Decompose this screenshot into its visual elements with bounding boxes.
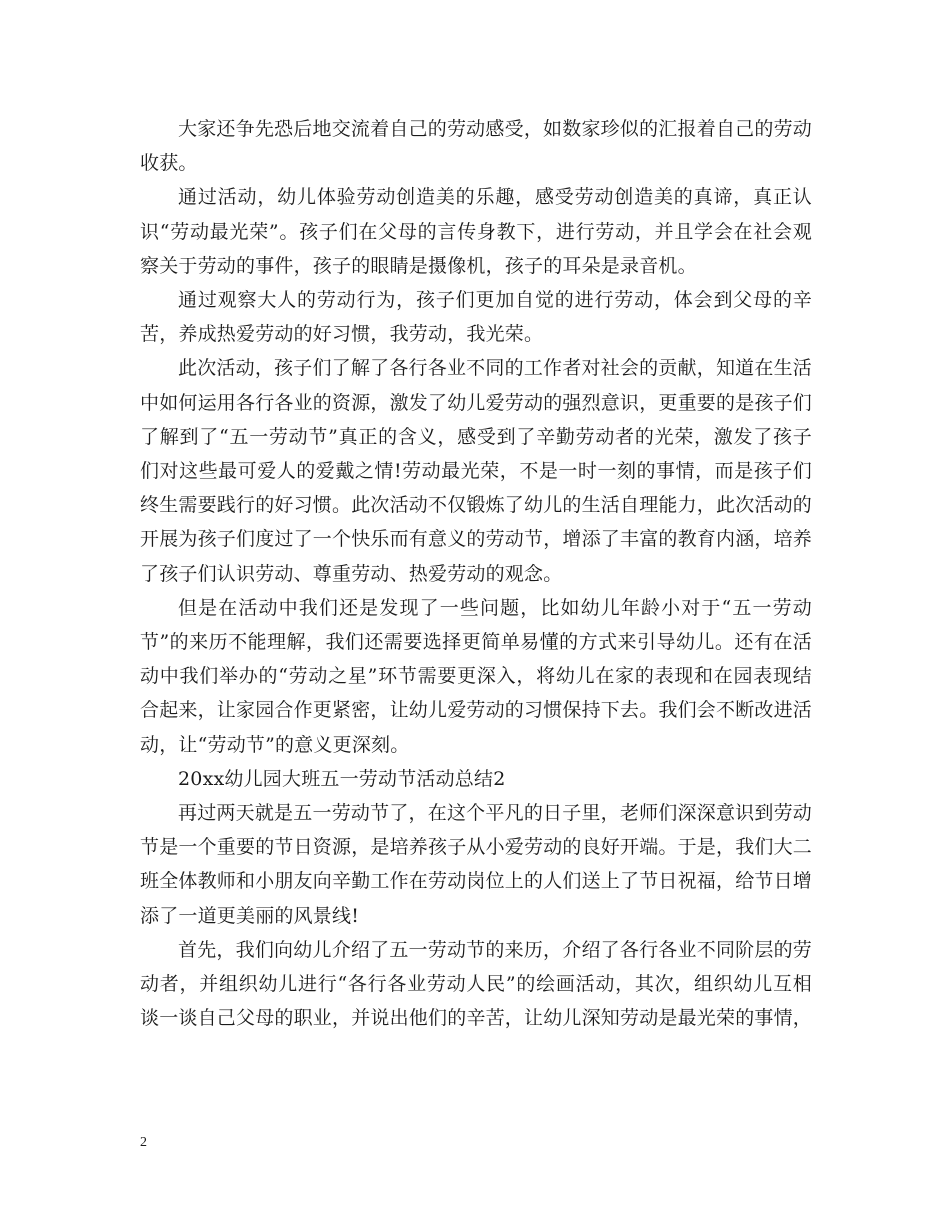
document-body [140, 112, 812, 1035]
paragraph-1: 大家还争先恐后地交流着自己的劳动感受，如数家珍似的汇报着自己的劳动收获。 [140, 118, 812, 175]
paragraph-7: 首先，我们向幼儿介绍了五一劳动节的来历，介绍了各行各业不同阶层的劳动者，并组织幼儿进行“各行各业劳动人民”的绘画活动，其次，组织幼儿互相谈一谈自己父母的职业，并说出他们的辛苦，让幼儿深知劳动是最光荣的事情， [140, 938, 813, 1030]
paragraph-4: 此次活动，孩子们了解了各行各业不同的工作者对社会的贡献，知道在生活中如何运用各行各业的资源，激发了幼儿爱劳动的强烈意识，更重要的是孩子们了解到了“五一劳动节”真正的含义，感受到了辛勤劳动者的光荣，激发了孩子们对这些最可爱人的爱戴之情!劳动最光荣，不是一时一刻的事情，而是孩子们终生需要践行的好习惯。此次活动不仅锻炼了幼儿的生活自理能力，此次活动的开展为孩子们度过了一个快乐而有意义的劳动节，增添了丰富的教育内涵，培养了孩子们认识劳动、尊重劳动、热爱劳动的观念。 [140, 357, 813, 585]
section-heading: 20xx幼儿园大班五一劳动节活动总结2 [178, 767, 506, 790]
paragraph-6: 再过两天就是五一劳动节了，在这个平凡的日子里，老师们深深意识到劳动节是一个重要的节日资源，是培养孩子从小爱劳动的良好开端。于是，我们大二班全体教师和小朋友向辛勤工作在劳动岗位上的人们送上了节日祝福，给节日增添了一道更美丽的风景线! [140, 802, 813, 927]
paragraph-5: 但是在活动中我们还是发现了一些问题，比如幼儿年龄小对于“五一劳动节”的来历不能理解，我们还需要选择更简单易懂的方式来引导幼儿。还有在活动中我们举办的“劳动之星”环节需要更深入，将幼儿在家的表现和在园表现结合起来，让家园合作更紧密，让幼儿爱劳动的习惯保持下去。我们会不断改进活动，让“劳动节”的意义更深刻。 [140, 596, 813, 756]
page-number: 2 [140, 1135, 147, 1150]
paragraph-2: 通过活动，幼儿体验劳动创造美的乐趣，感受劳动创造美的真谛，真正认识“劳动最光荣”。孩子们在父母的言传身教下，进行劳动，并且学会在社会观察关于劳动的事件，孩子的眼睛是摄像机，孩子的耳朵是录音机。 [140, 186, 812, 277]
paragraph-3: 通过观察大人的劳动行为，孩子们更加自觉的进行劳动，体会到父母的辛苦，养成热爱劳动的好习惯，我劳动，我光荣。 [140, 289, 812, 346]
